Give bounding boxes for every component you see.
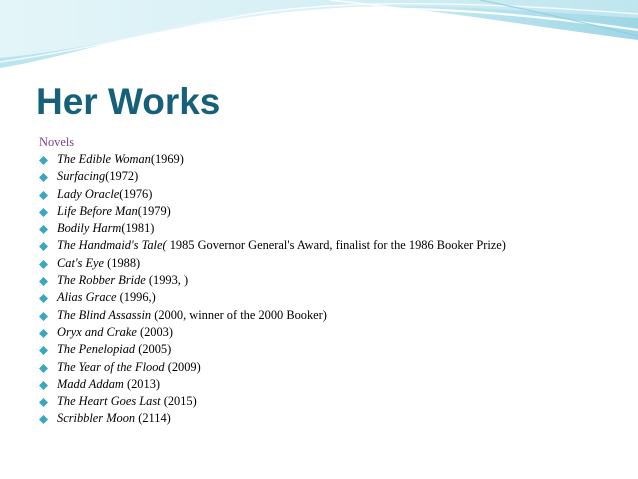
works-list bbox=[39, 151, 618, 428]
work-note: (2013) bbox=[123, 376, 161, 391]
diamond-icon bbox=[39, 289, 51, 306]
diamond-icon bbox=[39, 168, 51, 185]
work-note: (1996,) bbox=[116, 290, 156, 305]
work-note: (2005) bbox=[135, 342, 172, 357]
diamond-icon bbox=[39, 307, 51, 324]
work-title: The Edible Woman bbox=[57, 152, 151, 166]
diamond-icon bbox=[39, 410, 51, 427]
list-item bbox=[39, 168, 618, 185]
list-item bbox=[39, 220, 618, 237]
list-item bbox=[39, 307, 618, 324]
diamond-icon bbox=[39, 255, 51, 272]
work-note: (1993, ) bbox=[145, 273, 189, 288]
slide-content bbox=[39, 134, 618, 428]
list-item bbox=[39, 376, 618, 393]
work-note: 1985 Governor General's Award, finalist for the 1986 Booker Prize) bbox=[166, 238, 506, 253]
work-note: (2114) bbox=[135, 411, 171, 426]
list-item bbox=[39, 341, 618, 358]
work-title: Bodily Harm bbox=[57, 221, 122, 236]
list-item bbox=[39, 151, 618, 168]
work-title: Scribbler Moon bbox=[57, 411, 136, 426]
list-item bbox=[39, 289, 618, 306]
diamond-icon bbox=[39, 151, 51, 168]
work-note: (1972) bbox=[105, 169, 139, 184]
work-title: Lady Oracle bbox=[57, 186, 120, 201]
section-label: Novels bbox=[39, 135, 75, 149]
list-item bbox=[39, 203, 618, 220]
work-title: The Heart Goes Last bbox=[57, 394, 161, 409]
work-title: Alias Grace bbox=[57, 290, 117, 305]
diamond-icon bbox=[39, 341, 51, 358]
header-wave-decoration bbox=[0, 0, 638, 80]
work-note: (2009) bbox=[164, 359, 201, 374]
work-title: Cat's Eye bbox=[57, 255, 105, 270]
list-item bbox=[39, 255, 618, 272]
list-item bbox=[39, 393, 618, 410]
work-title: Madd Addam bbox=[57, 376, 124, 391]
list-item bbox=[39, 410, 618, 427]
work-note: (1981) bbox=[121, 221, 155, 236]
work-note: (2000, winner of the 2000 Booker) bbox=[151, 307, 327, 322]
work-note: (1979) bbox=[137, 203, 171, 218]
diamond-icon bbox=[39, 186, 51, 203]
diamond-icon bbox=[39, 376, 51, 393]
work-title: The Blind Assassin bbox=[57, 307, 152, 322]
work-title: The Robber Bride bbox=[57, 273, 146, 288]
work-title: The Penelopiad bbox=[57, 342, 136, 357]
work-note: (2015) bbox=[160, 394, 197, 409]
list-item bbox=[39, 186, 618, 203]
list-item bbox=[39, 359, 618, 376]
work-note: (1969) bbox=[150, 152, 184, 166]
diamond-icon bbox=[39, 272, 51, 289]
work-note: (1976) bbox=[119, 186, 153, 201]
list-item bbox=[39, 237, 618, 254]
diamond-icon bbox=[39, 203, 51, 220]
work-note: (1988) bbox=[104, 255, 141, 270]
work-title: The Handmaid's Tale( bbox=[57, 238, 167, 253]
work-title: Surfacing bbox=[57, 169, 106, 184]
work-note: (2003) bbox=[136, 324, 173, 339]
list-item bbox=[39, 272, 618, 289]
diamond-icon bbox=[39, 237, 51, 254]
diamond-icon bbox=[39, 393, 51, 410]
diamond-icon bbox=[39, 324, 51, 341]
diamond-icon bbox=[39, 220, 51, 237]
diamond-icon bbox=[39, 359, 51, 376]
work-title: Oryx and Crake bbox=[57, 324, 137, 339]
work-title: The Year of the Flood bbox=[57, 359, 165, 374]
list-item bbox=[39, 324, 618, 341]
slide-title: Her Works bbox=[36, 81, 221, 122]
work-title: Life Before Man bbox=[57, 203, 138, 218]
